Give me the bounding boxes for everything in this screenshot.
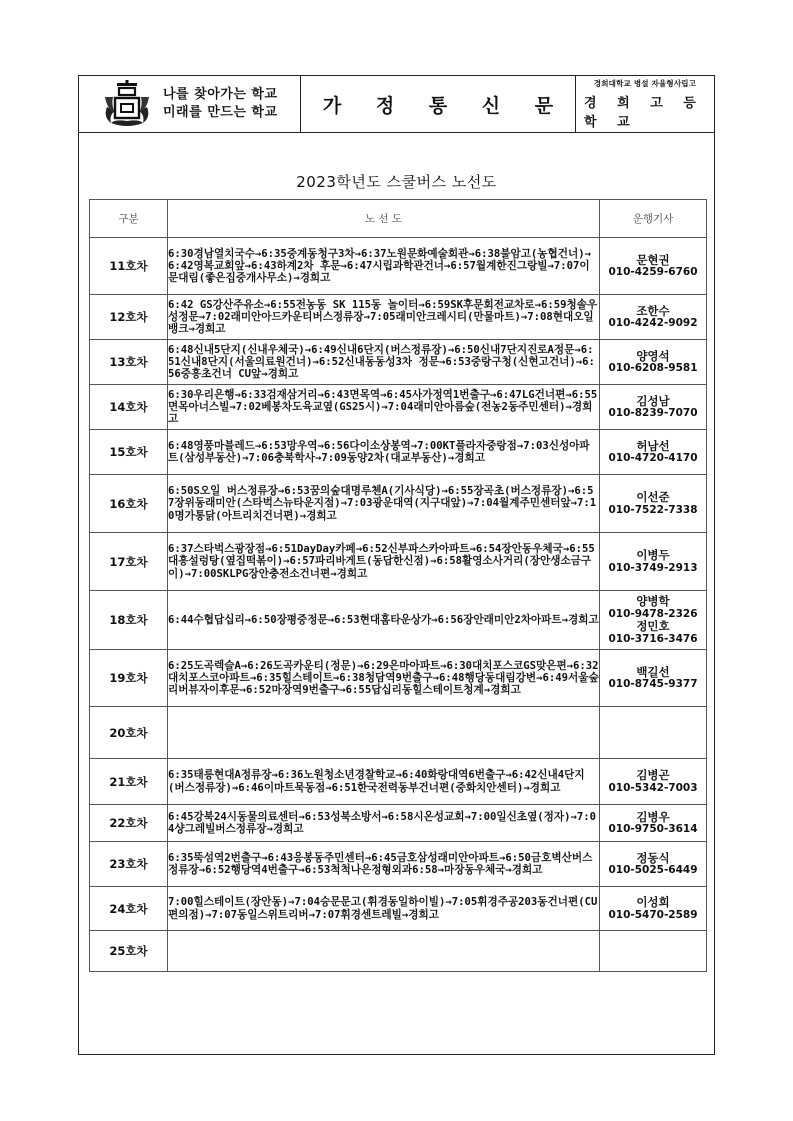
header-school-cell xyxy=(576,76,714,132)
driver-cell xyxy=(600,295,707,340)
bus-number: 24호차 xyxy=(90,887,168,931)
driver-cell xyxy=(600,430,707,475)
route-description: 6:50S오일 버스정류장→6:53꿈의숲대명루첸A(기사식당)→6:55장곡초(버스정류장)→6:57장위동래미안(스타벅스뉴타운지점)→7:03광운대역(지구대앞)→7:04월계주민센터앞→7:10명가통닭(아트리치건너편)→경희고 xyxy=(168,475,600,533)
bus-number: 16호차 xyxy=(90,475,168,533)
bus-route-table xyxy=(89,199,707,972)
route-description: 6:37스타벅스광장점→6:51DayDay카페→6:52신부파스카아파트→6:54장안동우체국→6:55대흥설렁탕(옆집떡볶이)→6:57파리바게트(동답한신점)→6:58활영소사거리(장안생소금구이)→7:00SKLPG장안충전소건너편→경희고 xyxy=(168,533,600,591)
driver-phone: 010-3716-3476 xyxy=(608,632,698,645)
driver-name: 양영석 xyxy=(636,348,670,363)
motto-line-2: 미래를 만드는 학교 xyxy=(163,105,278,120)
driver-cell xyxy=(600,385,707,430)
driver-cell xyxy=(600,650,707,707)
route-description xyxy=(168,931,600,972)
driver-phone: 010-6208-9581 xyxy=(608,362,698,374)
bus-number: 11호차 xyxy=(90,238,168,295)
driver-phone: 010-7522-7338 xyxy=(608,503,698,516)
motto-line-1: 나를 찾아가는 학교 xyxy=(163,87,278,102)
route-description: 6:42 GS강산주유소→6:55전농동 SK 115동 놀이터→6:59SK후문회전교차로→6:59청솔우성정문→7:02래미안아드카운티버스정류장→7:05래미안크레시티(만물마트)→7:08현대오일뱅크→경희고 xyxy=(168,295,600,340)
route-description: 6:30우리은행→6:33검재삼거리→6:43면목역→6:45사가정역1번출구→6:47LG건너편→6:55면목아너스빌→7:02베봉차도육교옆(GS25시)→7:04래미안아름숲(전농2동주민센터)→경희고 xyxy=(168,385,600,430)
table-row xyxy=(90,931,707,972)
table-row xyxy=(90,759,707,805)
route-description: 6:48신내5단지(신내우체국)→6:49신내6단지(버스정류장)→6:50신내7단지진로A정문→6:51신내8단지(서울의료원건너)→6:52신내동동성3차 정문→6:53중랑구청(신현고건너)→6:56중흥초건너 CU앞→경희고 xyxy=(168,340,600,385)
table-row xyxy=(90,295,707,340)
route-description: 6:35태릉현대A정류장→6:36노원청소년경찰학교→6:40화랑대역6번출구→6:42신내4단지(버스정류장)→6:46이마트묵동점→6:51한국전력동부건너편(중화치안센터)→경희고 xyxy=(168,759,600,805)
table-row xyxy=(90,887,707,931)
table-row xyxy=(90,238,707,295)
driver-phone: 010-9750-3614 xyxy=(608,823,698,835)
driver-name: 백길선 xyxy=(636,664,670,679)
bus-number: 23호차 xyxy=(90,842,168,887)
table-row xyxy=(90,475,707,533)
driver-phone: 010-5025-6449 xyxy=(608,864,698,876)
newsletter-header xyxy=(78,75,715,133)
route-description: 6:45강북24시동물의료센터→6:53성북소방서→6:58시온성교회→7:00일신초옆(정자)→7:04샹그레빌버스정류장→경희고 xyxy=(168,805,600,842)
table-row xyxy=(90,533,707,591)
bus-number: 19호차 xyxy=(90,650,168,707)
driver-name: 김성남 xyxy=(636,393,670,408)
bus-number: 18호차 xyxy=(90,591,168,650)
bus-number: 17호차 xyxy=(90,533,168,591)
driver-name: 정민호 xyxy=(636,619,670,633)
document-title: 2023학년도 스쿨버스 노선도 xyxy=(296,173,497,191)
driver-name: 김병우 xyxy=(636,809,670,824)
route-description: 7:00힐스테이트(장안동)→7:04승문문고(휘경동일하이빌)→7:05휘경주공203동건너편(CU편의점)→7:07동일스위트리버→7:07휘경센트레빌→경희고 xyxy=(168,887,600,931)
driver-phone: 010-4259-6760 xyxy=(608,266,698,278)
bus-number: 13호차 xyxy=(90,340,168,385)
driver-cell xyxy=(600,842,707,887)
bus-number: 21호차 xyxy=(90,759,168,805)
driver-cell xyxy=(600,759,707,805)
table-row xyxy=(90,707,707,759)
school-name: 경 희 고 등 학 교 xyxy=(584,96,704,130)
route-description: 6:25도곡렉슬A→6:26도곡카운티(정문)→6:29은마아파트→6:30대치포스코GS맞은편→6:32대치포스코아파트→6:35힐스테이트→6:38청담역9번출구→6:48행당동대림강변→6:49서울숲리버뷰자이후문→6:52마장역9번출구→6:55답십리동힐스테이트청계→경희고 xyxy=(168,650,600,707)
driver-cell xyxy=(600,931,707,972)
table-header-row xyxy=(90,200,707,238)
header-route: 노 선 도 xyxy=(168,200,600,238)
driver-cell xyxy=(600,533,707,591)
route-description: 6:35뚝섬역2번출구→6:43응봉동주민센터→6:45금호삼성래미안아파트→6:50금호벽산버스정류장→6:52행당역4번출구→6:53척척나은정형외과6:58→마장동우체국→경희고 xyxy=(168,842,600,887)
school-logo-icon xyxy=(101,79,153,129)
bus-number: 15호차 xyxy=(90,430,168,475)
table-row xyxy=(90,805,707,842)
driver-cell xyxy=(600,887,707,931)
driver-cell xyxy=(600,591,707,650)
route-description: 6:30경남열치국수→6:35중계동청구3차→6:37노원문화예술회관→6:38불암고(농협건너)→6:42영복교회앞→6:43하계2차 후문→6:47시립과학관건너→6:57월계한진그랑빌→7:07이문대림(좋은집중개사무소)→경희고 xyxy=(168,238,600,295)
driver-cell xyxy=(600,475,707,533)
driver-name: 이성희 xyxy=(636,895,670,909)
driver-name: 김병곤 xyxy=(636,768,670,782)
driver-phone: 010-9478-2326 xyxy=(608,607,698,620)
table-row xyxy=(90,650,707,707)
driver-name: 양병학 xyxy=(636,594,670,608)
table-row xyxy=(90,385,707,430)
bus-number: 12호차 xyxy=(90,295,168,340)
driver-phone: 010-8239-7070 xyxy=(608,407,698,419)
route-description xyxy=(168,707,600,759)
driver-cell xyxy=(600,340,707,385)
driver-phone: 010-5342-7003 xyxy=(608,781,698,794)
driver-name: 정동식 xyxy=(636,850,670,865)
driver-name: 문현권 xyxy=(636,252,670,267)
driver-cell xyxy=(600,707,707,759)
bus-number: 20호차 xyxy=(90,707,168,759)
school-mottos xyxy=(163,86,278,122)
table-row xyxy=(90,842,707,887)
header-no: 구분 xyxy=(90,200,168,238)
driver-phone: 010-8745-9377 xyxy=(608,678,698,690)
driver-name: 조한수 xyxy=(636,303,670,318)
driver-phone: 010-3749-2913 xyxy=(608,561,698,574)
driver-name: 허남선 xyxy=(636,438,670,453)
school-subtitle: 경희대학교 병설 자율형사립고 xyxy=(593,79,697,88)
driver-cell xyxy=(600,238,707,295)
driver-name: 이선준 xyxy=(636,490,670,504)
table-body xyxy=(90,238,707,972)
driver-name: 이병두 xyxy=(636,548,670,562)
driver-phone: 010-5470-2589 xyxy=(608,908,698,921)
bus-number: 25호차 xyxy=(90,931,168,972)
table-row xyxy=(90,340,707,385)
newsletter-title: 가 정 통 신 문 xyxy=(301,76,576,132)
route-description: 6:44수협답십리→6:50장평중정문→6:53현대홈타운상가→6:56장안래미안2차아파트→경희고 xyxy=(168,591,600,650)
table-row xyxy=(90,591,707,650)
route-description: 6:48영풍마블레드→6:53망우역→6:56다이소상봉역→7:00KT플라자중랑점→7:03신성아파트(삼성부동산)→7:06충북학사→7:09동양2차(대교부동산)→경희고 xyxy=(168,430,600,475)
bus-number: 22호차 xyxy=(90,805,168,842)
driver-cell xyxy=(600,805,707,842)
bus-number: 14호차 xyxy=(90,385,168,430)
driver-phone: 010-4242-9092 xyxy=(608,317,698,329)
header-left-cell xyxy=(79,76,301,132)
header-driver: 운행기사 xyxy=(600,200,707,238)
driver-phone: 010-4720-4170 xyxy=(608,452,698,464)
table-row xyxy=(90,430,707,475)
